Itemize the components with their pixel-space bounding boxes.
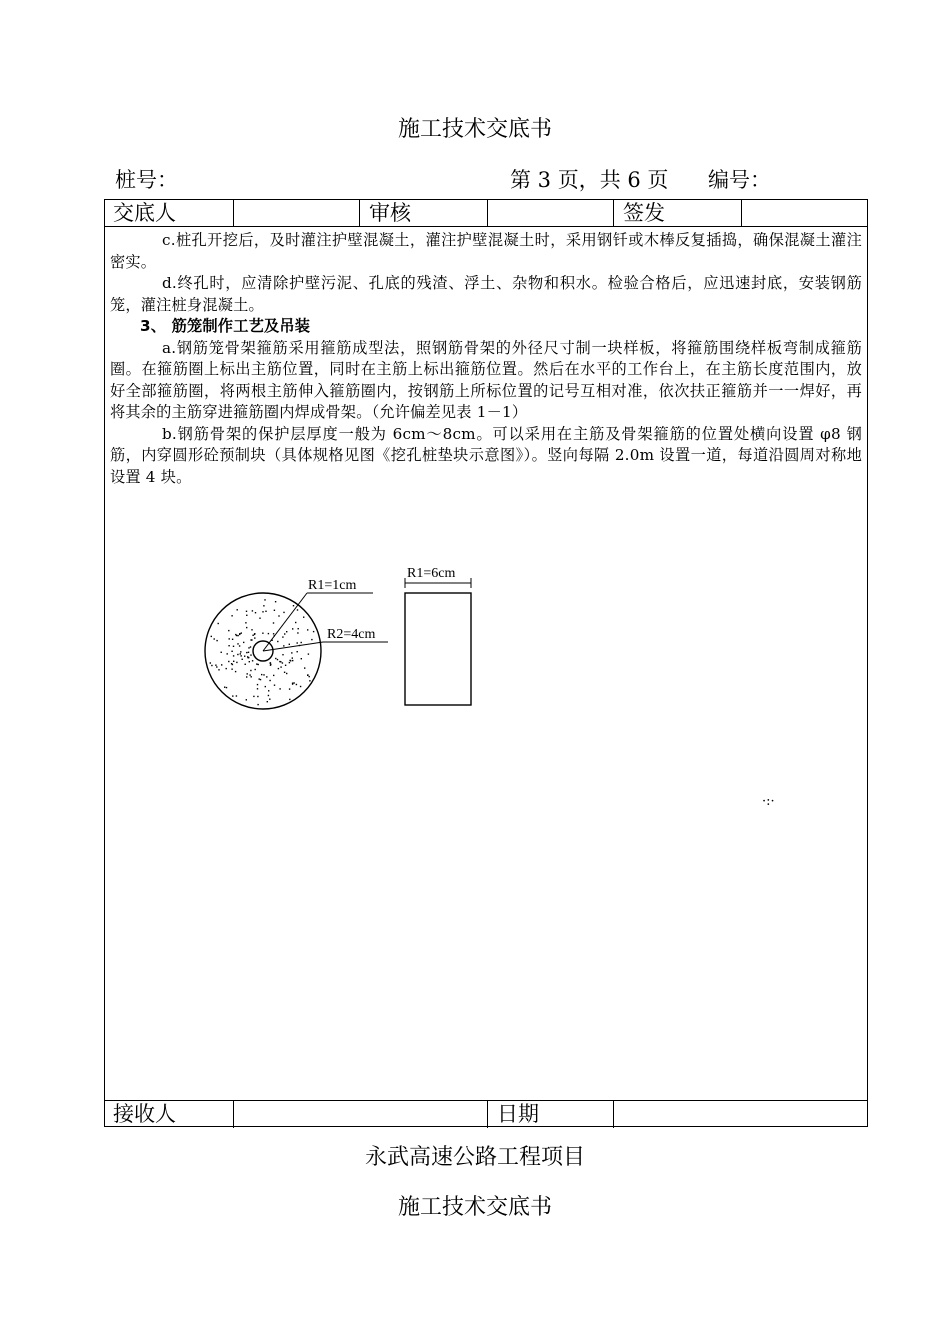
next-page-title: 施工技术交底书 <box>397 1195 552 1220</box>
header-row-divider <box>105 226 867 227</box>
r1-leader-line <box>263 593 307 651</box>
presenter-label: 交底人 <box>113 201 176 225</box>
issuer-label: 签发 <box>623 201 665 225</box>
content-area <box>110 230 862 488</box>
receiver-label: 接收人 <box>113 1102 176 1126</box>
paragraph-b: b.钢筋骨架的保护层厚度一般为 6cm～8cm。可以采用在主筋及骨架箍筋的位置处横向设置 φ8 钢筋，内穿圆形砼预制块（具体规格见图《挖孔桩垫块示意图》）。竖向每隔 2.0m 设置一道，每道沿圆周对称地设置 4 块。 <box>110 424 862 486</box>
block-side-view <box>405 593 471 705</box>
page-info: 第 3 页，共 6 页 <box>510 168 669 192</box>
rect-label: R1=6cm <box>407 566 456 581</box>
reviewer-label: 审核 <box>369 201 411 225</box>
pad-block-diagram <box>195 558 485 718</box>
stray-mark: ·:· <box>762 794 775 809</box>
r1-label: R1=1cm <box>308 578 357 593</box>
project-name: 永武高速公路工程项目 <box>364 1145 585 1170</box>
paragraph-c: c.桩孔开挖后，及时灌注护壁混凝土，灌注护壁混凝土时，采用钢钎或木棒反复插捣，确保混凝土灌注密实。 <box>110 231 862 271</box>
document-title: 施工技术交底书 <box>397 117 552 142</box>
serial-number-label: 编号： <box>708 168 771 192</box>
date-label: 日期 <box>497 1102 539 1126</box>
section-heading-3: 3、 筋笼制作工艺及吊装 <box>140 317 311 335</box>
pile-number-label: 桩号： <box>115 168 178 192</box>
footer-row-divider <box>105 1100 867 1101</box>
paragraph-d: d.终孔时，应清除护壁污泥、孔底的残渣、浮土、杂物和积水。检验合格后，应迅速封底，安装钢筋笼，灌注桩身混凝土。 <box>110 274 862 314</box>
paragraph-a: a.钢筋笼骨架箍筋采用箍筋成型法，照钢筋骨架的外径尺寸制一块样板，将箍筋围绕样板弯制成箍筋圈。在箍筋圈上标出主筋位置，同时在主筋上标出箍筋位置。然后在水平的工作台上，在主筋长度范围内，放好全部箍筋圈，将两根主筋伸入箍筋圈内，按钢筋上所标位置的记号互相对准，依次扶正箍筋并一一焊好，再将其余的主筋穿进箍筋圈内焊成骨架。（允许偏差见表 1－1） <box>110 338 862 421</box>
r2-label: R2=4cm <box>327 627 376 642</box>
